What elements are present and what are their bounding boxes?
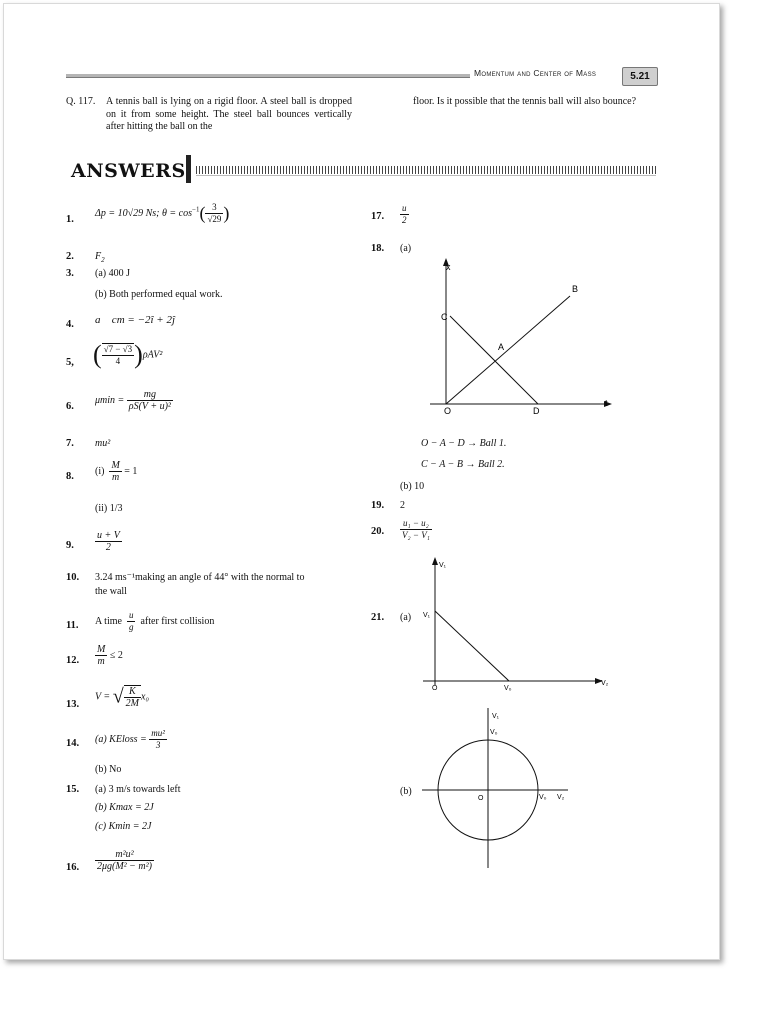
answer-15c: (c) Kmin = 2J: [95, 821, 152, 832]
answer-12-number: 12.: [66, 655, 80, 666]
answer-6-den: ρS(V + u)²: [128, 401, 171, 412]
answer-11: [95, 610, 214, 633]
answer-14-num: mu²: [151, 728, 165, 738]
answer-16-number: 16.: [66, 862, 80, 873]
graph-21a-x-mark: V₀: [504, 685, 512, 692]
answer-10-line2: the wall: [95, 586, 127, 597]
graph-21b-y-mark: V₀: [490, 729, 498, 736]
answer-12: [95, 644, 123, 667]
answer-8i: [95, 460, 137, 483]
answer-13-num: K: [124, 686, 141, 698]
answer-10-number: 10.: [66, 572, 80, 583]
answer-8-den: m: [112, 472, 120, 483]
answer-5-rest: ρAV²: [142, 349, 163, 361]
graph-21a-y-arrow: [432, 557, 438, 565]
answer-11-pre: A time: [95, 615, 122, 627]
question-text-left: A tennis ball is lying on a rigid floor. A steel ball is dropped on it from some height. The steel ball bounces vertically after hitting the ball on the: [106, 96, 352, 132]
answer-20-den: V₂ − V₁: [402, 530, 430, 540]
answer-9-number: 9.: [66, 540, 74, 551]
answers-heading: ANSWERS: [71, 160, 186, 182]
answer-1-num: 3: [205, 202, 223, 214]
graph-18-line-ob: [446, 296, 570, 404]
answer-1-number: 1.: [66, 214, 74, 225]
answer-10-line1: 3.24 ms⁻¹making an angle of 44° with the normal to: [95, 572, 305, 583]
answer-15b: (b) Kmax = 2J: [95, 802, 154, 813]
answer-21-number: 21.: [371, 612, 385, 623]
answer-11-post: after first collision: [140, 615, 215, 627]
graph-18-label-o: O: [444, 406, 452, 416]
answer-18-number: 18.: [371, 243, 385, 254]
answer-8ii: (ii) 1/3: [95, 503, 123, 514]
page-number: 5.21: [622, 67, 658, 86]
answer-14b: (b) No: [95, 764, 122, 775]
answer-17: [400, 203, 409, 226]
graph-21b-x-label: V₂: [557, 794, 565, 801]
answer-21b: (b): [400, 786, 412, 797]
answer-1-exp: −1: [192, 205, 200, 214]
chapter-title: Momentum and Center of Mass: [474, 68, 597, 78]
answer-18a: (a): [400, 243, 412, 254]
answer-8-number: 8.: [66, 471, 74, 482]
graph-21a-x-label: V₂: [601, 680, 609, 687]
answer-5-number: 5,: [66, 357, 74, 368]
answer-8-rhs: = 1: [124, 465, 138, 477]
answer-13: V = √ $\frac{K}{2M}$ x₀: [95, 685, 149, 709]
graph-18: [410, 254, 620, 424]
answer-1-text: Δp = 10√29 Ns; θ = cos: [95, 207, 192, 219]
answer-14a: [95, 728, 167, 751]
answer-17-den: 2: [402, 215, 407, 225]
answer-11-num: u: [128, 610, 134, 620]
answer-13-den: 2M: [125, 698, 140, 709]
graph-21a-line: [435, 611, 509, 681]
answer-18-line1: O − A − D → Ball 1.: [421, 438, 507, 449]
answer-6: [95, 389, 173, 412]
answer-13-number: 13.: [66, 699, 80, 710]
answer-2-number: 2.: [66, 251, 74, 262]
answer-16-den: 2μg(M² − m²): [97, 861, 152, 872]
answer-12-den: m: [97, 656, 105, 667]
question-text-right: floor. Is it possible that the tennis ball will also bounce?: [413, 96, 637, 107]
answer-2-text: F: [95, 251, 102, 262]
answer-4-text: a⃗ cm = −2î + 2ĵ: [95, 314, 176, 326]
answer-16-num: m²u²: [95, 849, 154, 861]
graph-21b-x-mark: V₀: [539, 794, 547, 801]
answer-9: [95, 530, 122, 553]
answer-19-text: 2: [400, 500, 405, 511]
answer-12-rhs: ≤ 2: [109, 649, 123, 661]
graph-18-label-a: A: [498, 342, 505, 352]
answer-12-num: M: [97, 644, 106, 655]
answer-14-number: 14.: [66, 738, 80, 749]
answer-17-num: u: [402, 203, 407, 213]
answer-5-den: 4: [115, 356, 121, 366]
answer-8-i-label: (i): [95, 465, 105, 477]
answer-15-number: 15.: [66, 784, 80, 795]
answer-2-sub: 2: [101, 256, 105, 264]
answer-20-number: 20.: [371, 526, 385, 537]
answer-11-den: g: [128, 622, 134, 632]
answer-1: Δp = 10√29 Ns; $\theta = \cos^{-1}$( $\frac{3}{√29}$ ): [95, 202, 230, 224]
answer-6-number: 6.: [66, 401, 74, 412]
answer-18-line2: C − A − B → Ball 2.: [421, 459, 505, 470]
graph-18-label-b: B: [572, 284, 579, 294]
graph-18-line-cd: [450, 316, 538, 404]
answer-11-number: 11.: [66, 620, 79, 631]
graph-21b-origin: O: [478, 795, 484, 802]
answer-7-text: mu²: [95, 438, 111, 449]
graph-21a: [415, 555, 615, 695]
answer-20: [400, 518, 432, 541]
answer-3-number: 3.: [66, 268, 74, 279]
graph-21b: [418, 706, 598, 870]
answer-5-num: √7 − √3: [103, 344, 133, 354]
answer-3b: (b) Both performed equal work.: [95, 289, 223, 300]
graph-21a-y-mark: V₁: [423, 612, 431, 619]
answer-19-number: 19.: [371, 500, 385, 511]
answer-9-den: 2: [105, 542, 111, 553]
graph-18-x-label: t: [605, 398, 608, 408]
answer-14-a: (a) KEloss =: [95, 733, 147, 745]
answer-16: [95, 849, 154, 872]
header-rule: [66, 74, 470, 78]
answer-9-num: u + V: [97, 530, 120, 541]
answer-18b: (b) 10: [400, 481, 425, 492]
graph-18-label-d: D: [533, 406, 540, 416]
question-label: Q. 117.: [66, 96, 96, 107]
answer-14-den: 3: [155, 740, 161, 750]
answer-13-rest: x₀: [141, 691, 149, 703]
graph-21a-origin: O: [432, 685, 438, 692]
graph-18-label-c: C: [441, 312, 448, 322]
graph-21a-y-label: V₁: [439, 562, 447, 569]
answer-6-num: mg: [127, 389, 173, 401]
answer-1-den: √29: [207, 214, 222, 224]
answer-7-number: 7.: [66, 438, 74, 449]
answer-6-lhs: μmin =: [95, 394, 125, 406]
answer-13-lhs: V =: [95, 691, 111, 703]
answer-20-num: u₁ − u₂: [400, 518, 432, 530]
answer-8-num: M: [111, 460, 120, 471]
answer-15a: (a) 3 m/s towards left: [95, 784, 181, 795]
graph-21b-y-label: V₁: [492, 713, 500, 720]
heading-dotted-rule: [196, 166, 656, 174]
heading-bar: [186, 155, 191, 183]
answer-5: ( $\frac{√7 - √3}{4}$ )ρAV²: [93, 340, 163, 369]
heading-underline: [196, 175, 656, 176]
answer-4-number: 4.: [66, 319, 74, 330]
answer-3a: (a) 400 J: [95, 268, 130, 279]
answer-2: [95, 251, 105, 264]
answer-21a: (a): [400, 612, 412, 623]
answer-17-number: 17.: [371, 211, 385, 222]
graph-18-y-label: x: [446, 262, 451, 272]
